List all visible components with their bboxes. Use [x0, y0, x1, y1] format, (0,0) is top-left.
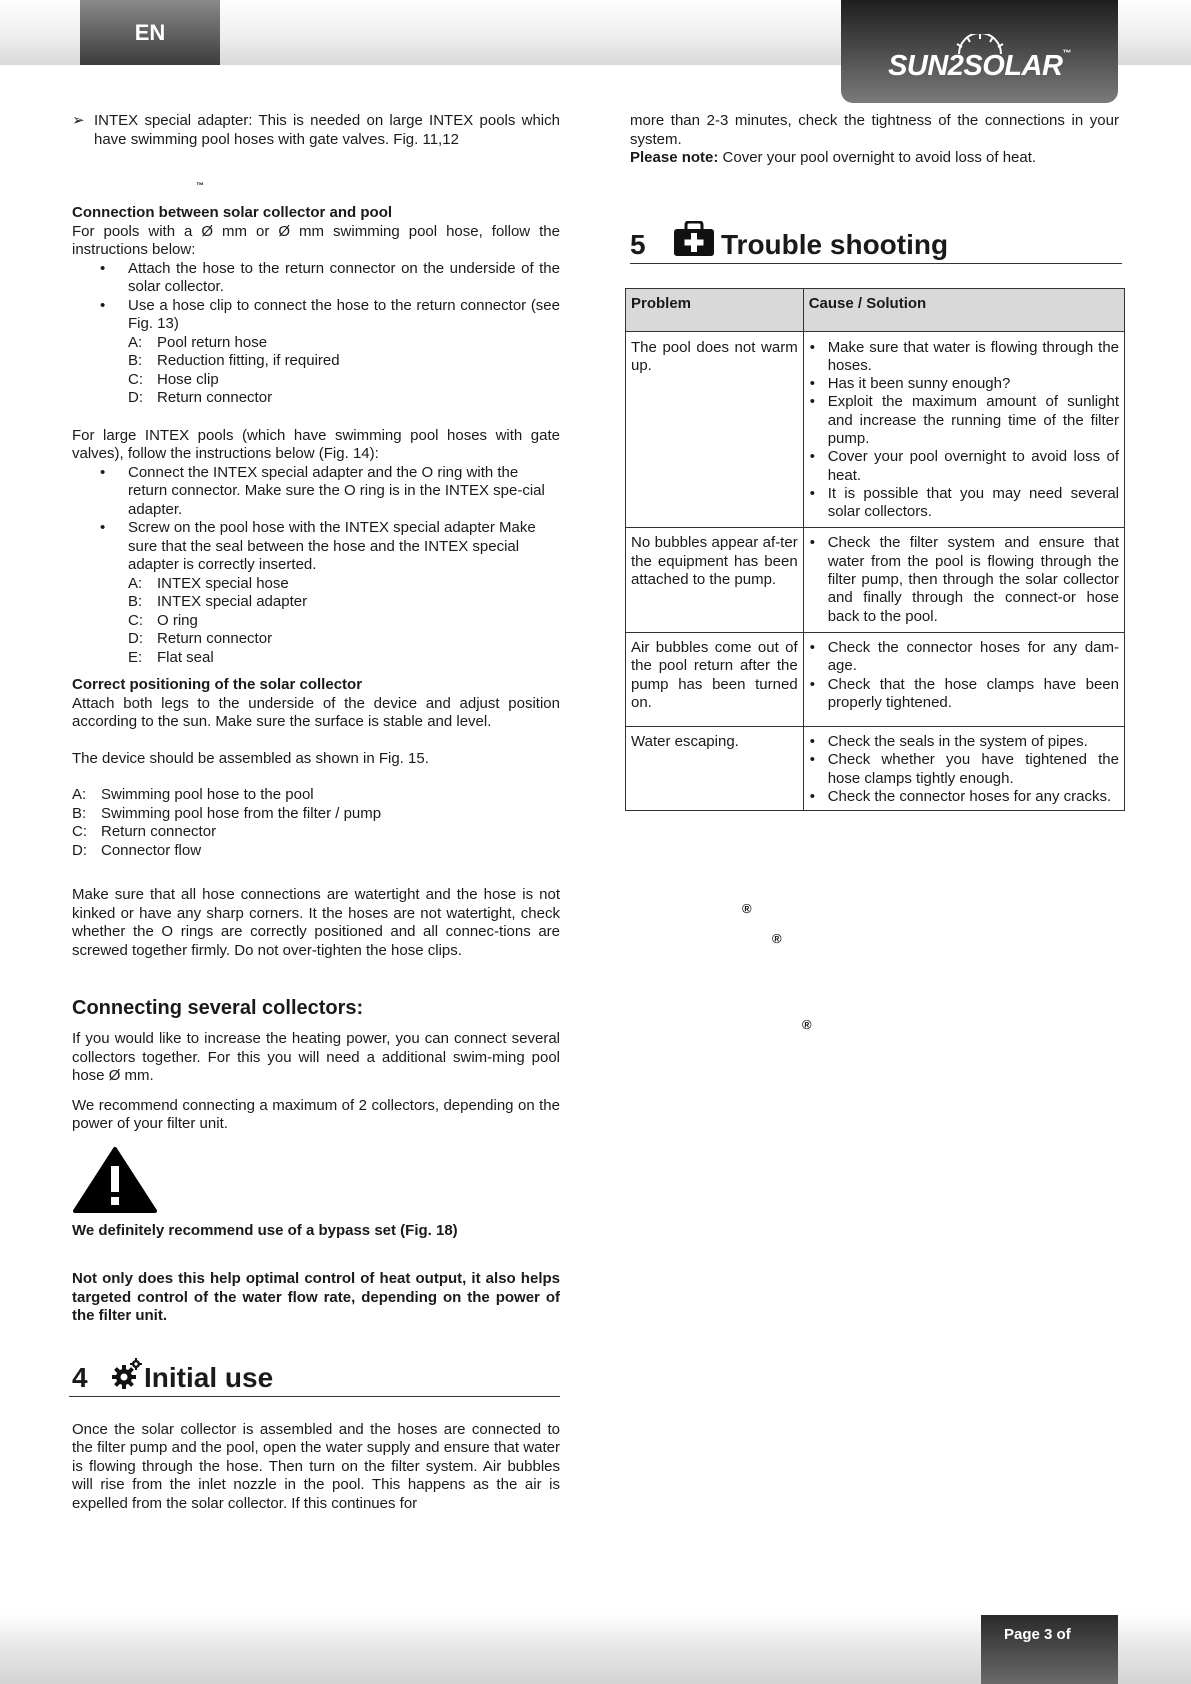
- list-item: B: Reduction fitting, if required: [128, 352, 340, 369]
- positioning-parts: [72, 786, 560, 860]
- section-title: Trouble shooting: [721, 228, 949, 260]
- list-item: • Exploit the maximum amount of sunlight and increase the running time of the filter pump.: [828, 393, 1119, 448]
- section-number: 5: [630, 228, 646, 260]
- stray-trademark: ™: [196, 181, 204, 190]
- problem-cell: No bubbles appear af-ter the equipment has been attached to the pump.: [626, 528, 804, 632]
- connection-bullets: [72, 260, 560, 334]
- continued-text: more than 2-3 minutes, check the tightness of the connections in your system.: [630, 112, 1119, 148]
- list-item: • Cover your pool overnight to avoid loss of heat.: [828, 448, 1119, 485]
- list-item: B: INTEX special adapter: [128, 593, 308, 610]
- adapter-text: INTEX special adapter: This is needed on large INTEX pools which have swimming pool hoses with gate valves. Fig. 11,12: [94, 112, 560, 148]
- table-row: [626, 528, 1125, 632]
- page-number-tab: [981, 1615, 1118, 1684]
- list-item: D: Connector flow: [72, 841, 202, 859]
- connection-heading: Connection between solar collector and pool: [72, 204, 393, 221]
- note-label: Please note:: [630, 149, 719, 166]
- trouble-heading: [630, 225, 1122, 264]
- list-item: • Check whether you have tightened the hose clamps tightly enough.: [828, 751, 1119, 788]
- section-number: 4: [72, 1361, 88, 1393]
- positioning-text: Attach both legs to the underside of the device and adjust position according to the sun. Make sure the surface is stable and level.: [72, 694, 560, 730]
- list-item: • Check that the hose clamps have been properly tightened.: [828, 676, 1119, 713]
- bypass-warning: We definitely recommend use of a bypass set (Fig. 18): [72, 1221, 458, 1239]
- assembled-text: The device should be assembled as shown in Fig. 15.: [72, 749, 429, 767]
- table-row: [626, 331, 1125, 528]
- list-item: • Check the seals in the system of pipes.: [828, 733, 1119, 751]
- list-item: • It is possible that you may need several solar collectors.: [828, 485, 1119, 522]
- list-item: • Attach the hose to the return connector on the underside of the solar collector.: [128, 260, 560, 297]
- list-item: D: Return connector: [128, 630, 273, 647]
- bypass-explanation: Not only does this help optimal control of heat output, it also helps targeted control of the water flow rate, depending on the power of the filter unit.: [72, 1270, 560, 1324]
- list-item: • Make sure that water is flowing through the hoses.: [828, 339, 1119, 376]
- problem-cell: Air bubbles come out of the pool return after the pump has been turned on.: [626, 632, 804, 726]
- cause-cell: [803, 632, 1124, 726]
- list-item: B: Swimming pool hose from the filter / pump: [72, 804, 382, 822]
- several-heading: Connecting several collectors:: [72, 997, 364, 1019]
- arrow-bullet-icon: ➢: [72, 112, 85, 129]
- table-row: [626, 632, 1125, 726]
- several-recommend: We recommend connecting a maximum of 2 collectors, depending on the power of your filter unit.: [72, 1096, 560, 1132]
- list-item: D: Return connector: [128, 389, 273, 406]
- list-item: • Has it been sunny enough?: [828, 375, 1119, 393]
- positioning-heading: Correct positioning of the solar collector: [72, 676, 363, 693]
- intex-intro: For large INTEX pools (which have swimming pool hoses with gate valves), follow the instructions below (Fig. 14):: [72, 426, 560, 462]
- list-item: • Check the filter system and ensure that water from the pool is flowing through the filter pump, then through the solar collector and finally through the connect-or hose back to the pool.: [828, 534, 1119, 625]
- list-item: A: Pool return hose: [128, 333, 268, 351]
- left-column: [72, 112, 560, 1513]
- registered-mark: ®: [802, 1017, 812, 1032]
- cause-cell: [803, 331, 1124, 528]
- several-text: If you would like to increase the heating power, you can connect several collectors together. For this you will need a additional swim-ming pool hose Ø mm.: [72, 1030, 560, 1084]
- list-item: • Use a hose clip to connect the hose to the return connector (see Fig. 13): [128, 297, 560, 334]
- section-title: Initial use: [144, 1361, 274, 1393]
- list-item: • Connect the INTEX special adapter and the O ring with the return connector. Make sure the O ring is in the INTEX spe-cial adapter.: [128, 464, 560, 520]
- connection-intro: For pools with a Ø mm or Ø mm swimming pool hose, follow the instructions below:: [72, 222, 560, 258]
- list-item: • Check the connector hoses for any cracks.: [828, 788, 1119, 806]
- cause-cell: [803, 727, 1124, 811]
- list-item: • Screw on the pool hose with the INTEX special adapter Make sure that the seal between the hose and the INTEX special adapter is correctly inserted.: [128, 519, 560, 575]
- brand-logo: [841, 0, 1118, 103]
- column-header-problem: Problem: [626, 288, 804, 331]
- watertight-text: Make sure that all hose connections are watertight and the hose is not kinked or have any sharp corners. It the hoses are not watertight, check whether the O rings are correctly positioned and all connec-tions are screwed together firmly. Do not over-tighten the hose clips.: [72, 886, 560, 959]
- right-column: [630, 112, 1119, 811]
- list-item: A: INTEX special hose: [128, 574, 289, 592]
- gear-icon: [112, 1358, 144, 1390]
- list-item: • Check the connector hoses for any dam-age.: [828, 639, 1119, 676]
- connection-parts: [72, 334, 560, 408]
- initial-use-heading: [69, 1358, 560, 1397]
- trademark-mark: ™: [1062, 48, 1071, 58]
- problem-cell: Water escaping.: [626, 727, 804, 811]
- list-item: C: O ring: [128, 611, 198, 629]
- note: [630, 149, 1119, 168]
- list-item: C: Hose clip: [128, 370, 219, 388]
- column-header-cause: Cause / Solution: [803, 288, 1124, 331]
- language-tab: EN: [80, 0, 220, 65]
- note-text: Cover your pool overnight to avoid loss of heat.: [718, 149, 1037, 166]
- warning-icon: [72, 1146, 158, 1214]
- registered-mark: ®: [772, 931, 782, 946]
- intex-parts: [72, 575, 560, 668]
- page-label: Page 3 of: [1004, 1626, 1071, 1643]
- list-item: A: Swimming pool hose to the pool: [72, 786, 314, 803]
- adapter-bullet: [72, 112, 560, 149]
- first-aid-kit-icon: [673, 221, 715, 257]
- list-item: C: Return connector: [72, 823, 217, 840]
- intex-bullets: [72, 464, 560, 575]
- table-header-row: [626, 288, 1125, 331]
- initial-use-text: Once the solar collector is assembled and the hoses are connected to the filter pump and the pool, open the water supply and ensure that water is flowing through the hose. Then turn on the filter system. Air bubbles will rise from the inlet nozzle in the pool. This happens as the air is expelled from the solar collector. If this continues for: [72, 1420, 560, 1512]
- registered-mark: ®: [742, 901, 752, 916]
- trouble-table: [625, 288, 1125, 812]
- cause-cell: [803, 528, 1124, 632]
- table-row: [626, 727, 1125, 811]
- brand-name: SUN2SOLAR: [888, 50, 1063, 82]
- list-item: E: Flat seal: [128, 648, 214, 666]
- problem-cell: The pool does not warm up.: [626, 331, 804, 528]
